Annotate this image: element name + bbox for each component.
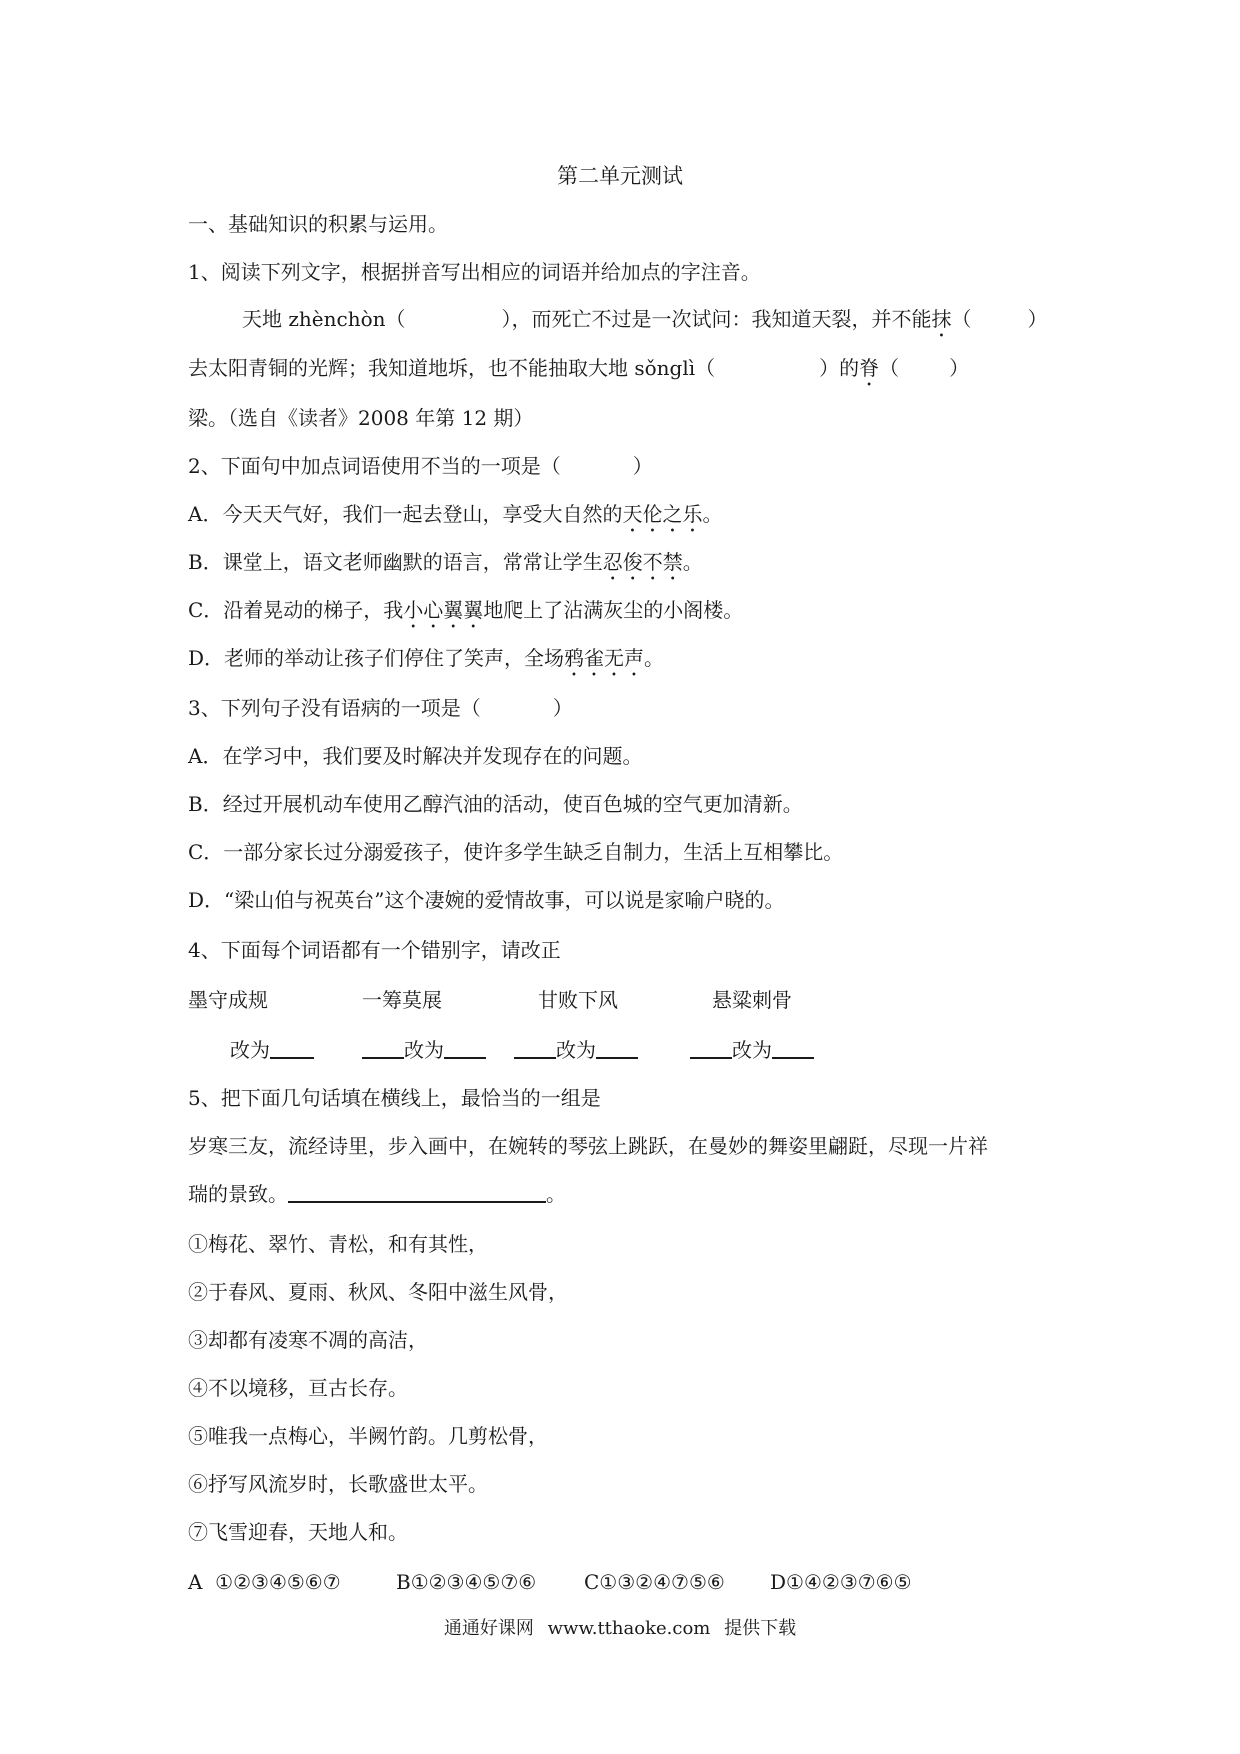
q5-item-6: ⑥抒写风流岁时，长歌盛世太平。 [188, 1472, 488, 1496]
q4-change-label: 改为 [732, 1038, 772, 1062]
q5-option-b: B①②③④⑤⑦⑥ [396, 1570, 537, 1594]
q5-passage-line2 [188, 1180, 566, 1208]
q4-answer-blank[interactable] [514, 1037, 556, 1059]
q3-prompt-text: 3、下列句子没有语病的一项是（ [188, 696, 481, 720]
q4-answer-blank[interactable] [444, 1037, 486, 1059]
q4-word-1: 墨守成规 [188, 988, 268, 1012]
q2-option-d [188, 644, 664, 681]
q1-line1-text-c: （ [951, 307, 972, 331]
q4-change-label: 改为 [404, 1038, 444, 1062]
q1-line2-text-d: ） [949, 356, 970, 380]
q1-line1-text-b: ），而死亡不过是一次试问：我知道天裂，并不能 [501, 307, 932, 331]
q5-item-7: ⑦飞雪迎春，天地人和。 [188, 1520, 408, 1544]
q5-item-4: ④不以境移，亘古长存。 [188, 1376, 408, 1400]
q2-option-b-text: B．课堂上，语文老师幽默的语言，常常让学生 [188, 550, 603, 574]
q1-line1 [242, 305, 1048, 342]
q1-dotted-char-2: 脊 [859, 356, 880, 380]
section-heading: 一、基础知识的积累与运用。 [188, 212, 448, 236]
q4-answer-1 [230, 1036, 314, 1064]
q1-line2-text-a: 去太阳青铜的光辉；我知道地坼，也不能抽取大地 sǒnglì（ [188, 356, 716, 380]
q1-line1-text-a: 天地 zhènchòn（ [242, 307, 406, 331]
q3-prompt [188, 694, 573, 722]
q2-option-a-end: 。 [702, 502, 723, 526]
q5-option-a: A ①②③④⑤⑥⑦ [188, 1570, 341, 1594]
q4-answer-3 [514, 1036, 638, 1064]
q1-line2 [188, 354, 969, 391]
q4-answer-blank[interactable] [690, 1037, 732, 1059]
q1-line3: 梁。（选自《读者》2008 年第 12 期） [188, 406, 534, 430]
q2-option-d-dotted: 鸦雀无声 [564, 646, 645, 670]
q3-option-a: A．在学习中，我们要及时解决并发现存在的问题。 [188, 744, 643, 768]
q3-option-c: C．一部分家长过分溺爱孩子，使许多学生缺乏自制力，生活上互相攀比。 [188, 840, 844, 864]
q2-option-b-dotted: 忍俊不禁 [602, 550, 683, 574]
q2-option-a [188, 500, 722, 537]
q4-answer-blank[interactable] [362, 1037, 404, 1059]
q1-line2-text-c: （ [879, 356, 900, 380]
q1-dotted-char-1: 抹 [931, 307, 952, 331]
q2-option-d-text: D．老师的举动让孩子们停住了笑声，全场 [188, 646, 565, 670]
q5-item-1: ①梅花、翠竹、青松，和有其性， [188, 1232, 488, 1256]
q1-prompt: 1、阅读下列文字，根据拼音写出相应的词语并给加点的字注音。 [188, 260, 761, 284]
page-title: 第二单元测试 [557, 164, 683, 188]
q4-answer-4 [690, 1036, 814, 1064]
footer-url[interactable]: www.tthaoke.com [547, 1618, 711, 1639]
footer-site-name: 通通好课网 [443, 1618, 534, 1639]
q5-option-c: C①③②④⑦⑤⑥ [584, 1570, 725, 1594]
page-footer [0, 1614, 1240, 1640]
q5-option-d: D①④②③⑦⑥⑤ [770, 1570, 912, 1594]
q3-option-b: B．经过开展机动车使用乙醇汽油的活动，使百色城的空气更加清新。 [188, 792, 803, 816]
q5-passage-end: 。 [546, 1182, 566, 1206]
q5-answer-blank[interactable] [288, 1181, 546, 1203]
q4-answer-blank[interactable] [270, 1037, 314, 1059]
q5-prompt: 5、把下面几句话填在横线上，最恰当的一组是 [188, 1086, 601, 1110]
q4-word-3: 甘败下风 [538, 988, 618, 1012]
q2-prompt-text: 2、下面句中加点词语使用不当的一项是（ [188, 454, 561, 478]
q3-option-d: D．“梁山伯与祝英台”这个凄婉的爱情故事，可以说是家喻户晓的。 [188, 888, 785, 912]
q4-word-4: 悬粱刺骨 [712, 988, 792, 1012]
q2-option-c-end: 地爬上了沾满灰尘的小阁楼。 [483, 598, 744, 622]
q5-item-3: ③却都有凌寒不凋的高洁， [188, 1328, 428, 1352]
footer-note: 提供下载 [724, 1618, 797, 1639]
q4-prompt: 4、下面每个词语都有一个错别字，请改正 [188, 938, 561, 962]
q3-prompt-close: ） [552, 696, 573, 720]
q4-change-label: 改为 [230, 1038, 270, 1062]
q2-option-c [188, 596, 743, 633]
q2-option-c-dotted: 小心翼翼 [403, 598, 484, 622]
q4-word-2: 一筹莫展 [362, 988, 442, 1012]
q4-answer-blank[interactable] [772, 1037, 814, 1059]
q4-answer-2 [362, 1036, 486, 1064]
q2-option-a-text: A．今天天气好，我们一起去登山，享受大自然的 [188, 502, 623, 526]
q5-item-2: ②于春风、夏雨、秋风、冬阳中滋生风骨， [188, 1280, 568, 1304]
q4-answer-blank[interactable] [596, 1037, 638, 1059]
q1-line1-text-d: ） [1027, 307, 1048, 331]
q2-option-b [188, 548, 703, 585]
q5-item-5: ⑤唯我一点梅心，半阙竹韵。几剪松骨， [188, 1424, 548, 1448]
q2-option-d-end: 。 [644, 646, 665, 670]
q4-change-label: 改为 [556, 1038, 596, 1062]
q5-passage-text: 瑞的景致。 [188, 1182, 288, 1206]
q2-prompt-close: ） [632, 454, 653, 478]
q2-option-c-text: C．沿着晃动的梯子，我 [188, 598, 404, 622]
q2-option-b-end: 。 [682, 550, 703, 574]
q1-line2-text-b: ）的 [819, 356, 860, 380]
q2-prompt [188, 452, 653, 480]
q2-option-a-dotted: 天伦之乐 [622, 502, 703, 526]
q5-passage-line1: 岁寒三友，流经诗里，步入画中，在婉转的琴弦上跳跃，在曼妙的舞姿里翩跹，尽现一片祥 [188, 1134, 988, 1158]
